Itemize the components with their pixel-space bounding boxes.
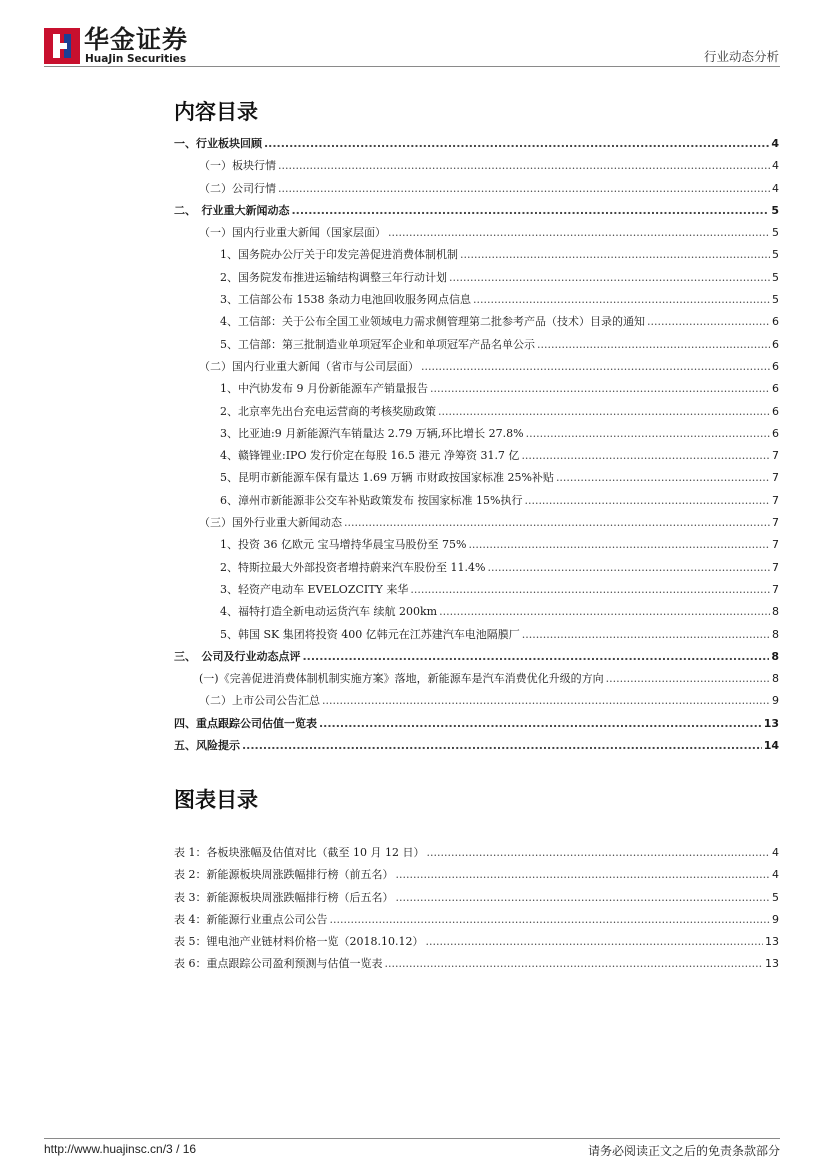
huajin-logo-icon: [44, 28, 80, 64]
figure-entry[interactable]: [174, 864, 779, 886]
toc-entry-page: 7: [772, 538, 779, 552]
toc-entry-page: 6: [772, 382, 779, 396]
dot-leader: [606, 668, 770, 690]
dot-leader: [524, 490, 770, 512]
company-logo: [44, 26, 224, 66]
toc-entry[interactable]: [174, 289, 779, 311]
figure-entry-page: 5: [772, 890, 779, 904]
figure-entry-title: 表 2：新能源板块周涨跌幅排行榜（前五名）: [174, 868, 394, 882]
figure-entry[interactable]: [174, 887, 779, 909]
toc-entry-page: 4: [771, 137, 779, 150]
document-type: 行业动态分析: [703, 49, 779, 64]
dot-leader: [388, 222, 770, 244]
toc-entry-title: （二）国内行业重大新闻（省市与公司层面）: [199, 359, 419, 373]
dot-leader: [264, 133, 769, 155]
toc-entry-title: （二）公司行情: [199, 181, 276, 195]
dot-leader: [449, 267, 770, 289]
toc-entry[interactable]: [174, 735, 779, 757]
dot-leader: [330, 909, 771, 931]
toc-entry[interactable]: [174, 133, 779, 155]
toc-entry-title: 三、 公司及行业动态点评: [174, 649, 301, 663]
dot-leader: [278, 155, 770, 177]
toc-entry-title: 二、 行业重大新闻动态: [174, 203, 290, 217]
toc-entry[interactable]: [174, 690, 779, 712]
footer-divider: [44, 1138, 780, 1139]
toc-entry-page: 7: [772, 471, 779, 485]
dot-leader: [319, 713, 762, 735]
toc-entry-title: 1、国务院办公厅关于印发完善促进消费体制机制: [220, 248, 458, 262]
toc-entry[interactable]: [174, 311, 779, 333]
toc-entry-page: 14: [763, 739, 779, 753]
dot-leader: [278, 178, 770, 200]
toc-entry-page: 9: [772, 694, 779, 708]
figure-entry-title: 表 3：新能源板块周涨跌幅排行榜（后五名）: [174, 890, 394, 904]
toc-entry-title: 2、国务院发布推进运输结构调整三年行动计划: [220, 270, 447, 284]
footer-url-page[interactable]: http://www.huajinsc.cn/3 / 16: [44, 1142, 197, 1156]
footer-disclaimer: 请务必阅读正文之后的免责条款部分: [587, 1144, 780, 1158]
toc-entry-title: 五、风险提示: [174, 739, 240, 753]
toc-entry-page: 7: [772, 449, 779, 463]
toc-entry[interactable]: [174, 423, 779, 445]
figure-entry[interactable]: [174, 953, 779, 975]
toc-entry[interactable]: [174, 668, 779, 690]
toc-entry-page: 7: [772, 560, 779, 574]
dot-leader: [439, 601, 770, 623]
toc-entry-title: 5、工信部：第三批制造业单项冠军企业和单项冠军产品名单公示: [220, 337, 535, 351]
figure-entry-title: 表 4：新能源行业重点公司公告: [174, 912, 328, 926]
toc-entry-page: 7: [772, 582, 779, 596]
dot-leader: [468, 534, 770, 556]
toc-entry-page: 4: [772, 181, 779, 195]
toc-entry-page: 8: [772, 672, 779, 686]
figure-entry[interactable]: [174, 931, 779, 953]
figure-entry-page: 4: [772, 868, 779, 882]
toc-entry-page: 6: [772, 426, 779, 440]
toc-entry[interactable]: [174, 445, 779, 467]
toc-entry[interactable]: [174, 624, 779, 646]
toc-entry-title: 6、漳州市新能源非公交车补贴政策发布 按国家标准 15%执行: [220, 493, 523, 507]
figure-entry-page: 9: [772, 912, 779, 926]
toc-entry-title: 1、投资 36 亿欧元 宝马增持华晨宝马股份至 75%: [220, 538, 467, 552]
dot-leader: [438, 401, 770, 423]
toc-entry[interactable]: [174, 490, 779, 512]
toc-entry[interactable]: [174, 222, 779, 244]
toc-entry[interactable]: [174, 244, 779, 266]
toc-entry-page: 5: [772, 293, 779, 307]
dot-leader: [385, 953, 764, 975]
toc-entry-title: 5、昆明市新能源车保有量达 1.69 万辆 市财政按国家标准 25%补贴: [220, 471, 554, 485]
figure-entry-title: 表 6：重点跟踪公司盈利预测与估值一览表: [174, 957, 383, 971]
toc-entry-title: （一）国内行业重大新闻（国家层面）: [199, 226, 386, 240]
toc-entry-title: （二）上市公司公告汇总: [199, 694, 320, 708]
figures-title: 图表目录: [174, 788, 258, 812]
dot-leader: [487, 557, 770, 579]
toc-entry-page: 7: [772, 493, 779, 507]
toc-entry-page: 8: [772, 627, 779, 641]
toc-entry[interactable]: [174, 178, 779, 200]
logo-chinese-name: 华金证券: [84, 25, 189, 54]
dot-leader: [425, 931, 763, 953]
toc-entry-title: 一、行业板块回顾: [174, 137, 262, 150]
toc-entry-page: 13: [763, 716, 779, 730]
toc-entry[interactable]: [174, 267, 779, 289]
dot-leader: [526, 423, 770, 445]
toc-entry[interactable]: [174, 200, 779, 222]
toc-entry-title: 1、中汽协发布 9 月份新能源车产销量报告: [220, 382, 428, 396]
toc-entry[interactable]: [174, 557, 779, 579]
toc-entry-title: 2、特斯拉最大外部投资者增持蔚来汽车股份至 11.4%: [220, 560, 486, 574]
toc-entry-page: 6: [772, 337, 779, 351]
dot-leader: [410, 579, 770, 601]
toc-entry-title: 4、赣锋锂业:IPO 发行价定在每股 16.5 港元 净筹资 31.7 亿: [220, 449, 520, 463]
toc-entry[interactable]: [174, 601, 779, 623]
dot-leader: [344, 512, 770, 534]
dot-leader: [396, 887, 771, 909]
toc-entry-page: 5: [772, 248, 779, 262]
table-of-contents: [174, 133, 779, 757]
toc-entry[interactable]: [174, 534, 779, 556]
figure-entry[interactable]: [174, 909, 779, 931]
toc-entry[interactable]: [174, 155, 779, 177]
toc-entry[interactable]: [174, 401, 779, 423]
toc-entry-page: 6: [772, 315, 779, 329]
header-divider: [44, 66, 780, 67]
toc-entry-page: 8: [771, 649, 779, 663]
dot-leader: [460, 244, 770, 266]
dot-leader: [522, 624, 770, 646]
toc-entry-page: 8: [772, 605, 779, 619]
toc-entry-title: 2、北京率先出台充电运营商的考核奖励政策: [220, 404, 436, 418]
dot-leader: [537, 334, 770, 356]
dot-leader: [556, 467, 770, 489]
figure-entry-page: 13: [765, 935, 779, 949]
toc-entry-title: （三）国外行业重大新闻动态: [199, 516, 342, 530]
logo-english-name: HuaJin Securities: [85, 53, 187, 65]
toc-entry-title: 4、福特打造全新电动运货汽车 续航 200km: [220, 605, 438, 619]
contents-title: 内容目录: [174, 100, 258, 124]
toc-entry[interactable]: [174, 512, 779, 534]
dot-leader: [303, 646, 770, 668]
dot-leader: [521, 445, 770, 467]
dot-leader: [292, 200, 770, 222]
toc-entry-page: 6: [772, 359, 779, 373]
toc-entry-page: 5: [772, 226, 779, 240]
dot-leader: [421, 356, 770, 378]
figure-entry-title: 表 5：锂电池产业链材料价格一览（2018.10.12）: [174, 935, 424, 949]
dot-leader: [473, 289, 770, 311]
toc-entry[interactable]: [174, 646, 779, 668]
dot-leader: [647, 311, 770, 333]
toc-entry-page: 5: [771, 203, 779, 217]
toc-entry-title: 3、比亚迪:9 月新能源汽车销量达 2.79 万辆,环比增长 27.8%: [220, 426, 524, 440]
dot-leader: [242, 735, 762, 757]
toc-entry-title: 5、韩国 SK 集团将投资 400 亿韩元在江苏建汽车电池隔膜厂: [220, 627, 520, 641]
toc-entry[interactable]: [174, 467, 779, 489]
toc-entry[interactable]: [174, 713, 779, 735]
toc-entry-page: 5: [772, 270, 779, 284]
toc-entry[interactable]: [174, 334, 779, 356]
toc-entry-page: 4: [772, 159, 779, 173]
toc-entry-title: 四、重点跟踪公司估值一览表: [174, 716, 317, 730]
toc-entry-page: 6: [772, 404, 779, 418]
dot-leader: [426, 842, 770, 864]
toc-entry-title: （一）板块行情: [199, 159, 276, 173]
dot-leader: [396, 864, 771, 886]
toc-entry-title: 3、工信部公布 1538 条动力电池回收服务网点信息: [220, 293, 471, 307]
figure-entry-page: 13: [765, 957, 779, 971]
toc-entry[interactable]: [174, 378, 779, 400]
dot-leader: [430, 378, 770, 400]
toc-entry-title: 3、轻资产电动车 EVELOZCITY 来华: [220, 582, 409, 596]
dot-leader: [322, 690, 770, 712]
figure-entry-title: 表 1：各板块涨幅及估值对比（截至 10 月 12 日）: [174, 846, 425, 859]
toc-entry-page: 7: [772, 516, 779, 530]
toc-entry-title: 4、工信部：关于公布全国工业领域电力需求侧管理第二批参考产品（技术）目录的通知: [220, 315, 645, 329]
figure-entry-page: 4: [772, 846, 779, 859]
toc-entry[interactable]: [174, 579, 779, 601]
list-of-figures: [174, 842, 779, 976]
toc-entry[interactable]: [174, 356, 779, 378]
page-header: [0, 0, 827, 70]
figure-entry[interactable]: [174, 842, 779, 864]
toc-entry-title: (一)《完善促进消费体制机制实施方案》落地，新能源车是汽车消费优化升级的方向: [199, 672, 604, 686]
